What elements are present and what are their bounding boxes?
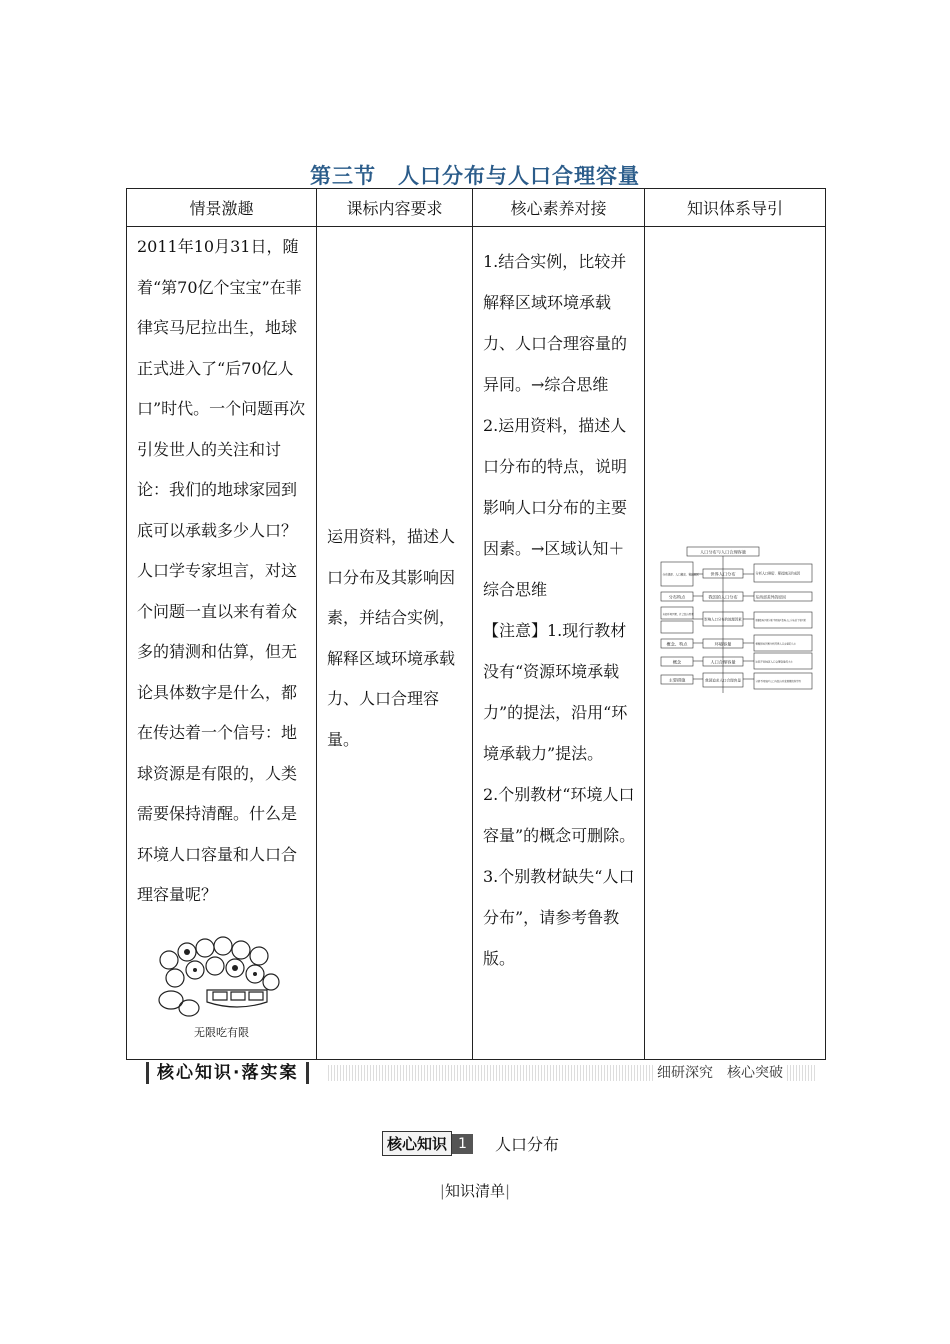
diagram-node: 根据影响因素分析环境人口容量的大小 [755, 642, 797, 646]
header-curriculum: 课标内容要求 [317, 189, 473, 227]
diagram-node: 我国的人口分布 [708, 594, 738, 600]
literacy-item: 1.结合实例，比较并解释区域环境承载力、人口合理容量的异同。→综合思维 [483, 252, 628, 394]
diagram-node: 概念、特点 [666, 641, 688, 647]
knowledge-system-cell [645, 227, 826, 1060]
header-scenario: 情景激趣 [127, 189, 317, 227]
knowledge-flow-diagram [659, 545, 815, 697]
knowledge-list-heading [0, 1180, 950, 1201]
literacy-note: 3.个别教材缺失“人口分布”，请参考鲁教版。 [483, 867, 635, 968]
divider: | [439, 1182, 445, 1200]
literacy-note: 【注意】1.现行教材没有“资源环境承载力”的提法，沿用“环境承载力”提法。 [483, 621, 628, 763]
diagram-node: 世界人口分布 [710, 571, 736, 577]
scenario-cell [127, 227, 317, 1060]
literacy-item: 2.运用资料，描述人口分布的特点，说明影响人口分布的主要因素。→区域认知＋综合思维 [483, 416, 628, 599]
scenario-text: 2011年10月31日，随着“第70亿个宝宝”在菲律宾马尼拉出生，地球正式进入了“后70亿人口”时代。一个问题再次引发世人的关注和讨论：我们的地球家园到底可以承载多少人口？人口学专家坦言，对这个问题一直以来有着众多的猜测和估算，但无论具体数字是什么，都在传达着一个信号：地球资源是有限的，人类需要保持清醒。什么是环境人口容量和人口合理容量呢？ [137, 237, 306, 904]
overview-table [126, 188, 826, 1060]
cartoon-caption: 无限吃有限 [194, 1025, 249, 1039]
diagram-node: 主要措施 [668, 677, 686, 683]
knowledge-label: 核心知识 [382, 1131, 452, 1156]
diagram-node: 影响人口分布的地理因素 [704, 617, 742, 622]
diagram-node: 分布特点 [668, 594, 686, 600]
cartoon-image [149, 930, 289, 1020]
diagram-node: 概念 [672, 659, 682, 665]
section-bar [146, 1062, 815, 1084]
section-bar-subtitle: 细研深究 核心突破 [653, 1062, 787, 1084]
header-knowledge-system: 知识体系导引 [645, 189, 826, 227]
diagram-node: 自然环境因素、社会经济因素 [662, 613, 694, 616]
divider: | [505, 1182, 511, 1200]
list-title: 知识清单 [444, 1182, 505, 1200]
knowledge-name: 人口分布 [494, 1135, 559, 1154]
diagram-node: 东西部差异的原因 [755, 594, 786, 600]
header-literacy: 核心素养对接 [473, 189, 645, 227]
diagram-root: 人口分布与人口合理容量 [699, 549, 747, 555]
curriculum-text: 运用资料，描述人口分布及其影响因素，并结合实例，解释区域环境承载力、人口合理容量。 [327, 527, 456, 749]
knowledge-number: 1 [452, 1134, 473, 1154]
diagram-node: 根据影响因素分析不同地区影响人口分布的主导因素 [755, 619, 806, 622]
curriculum-cell [317, 227, 473, 1060]
diagram-node: 分析人口稠密、稀疏地区的成因 [755, 571, 801, 576]
knowledge-heading [382, 1131, 559, 1156]
diagram-node: 比较不同地区人口合理容量的大小 [755, 660, 794, 664]
diagram-node: 人口合理容量 [710, 659, 736, 665]
diagram-node: 分析不同地区人口与经济开发规模的科学性 [755, 680, 801, 683]
section-bar-title: 核心知识·落实案 [146, 1062, 309, 1084]
literacy-cell [473, 227, 645, 1060]
diagram-node: 环境容量 [714, 641, 732, 647]
page-title: 第三节 人口分布与人口合理容量 [310, 164, 640, 188]
diagram-node: 分布规律、人口稠密、稀疏地区 [662, 573, 699, 577]
diagram-node: 我国追求人口合理容量 [705, 678, 741, 683]
literacy-note: 2.个别教材“环境人口容量”的概念可删除。 [483, 785, 636, 845]
